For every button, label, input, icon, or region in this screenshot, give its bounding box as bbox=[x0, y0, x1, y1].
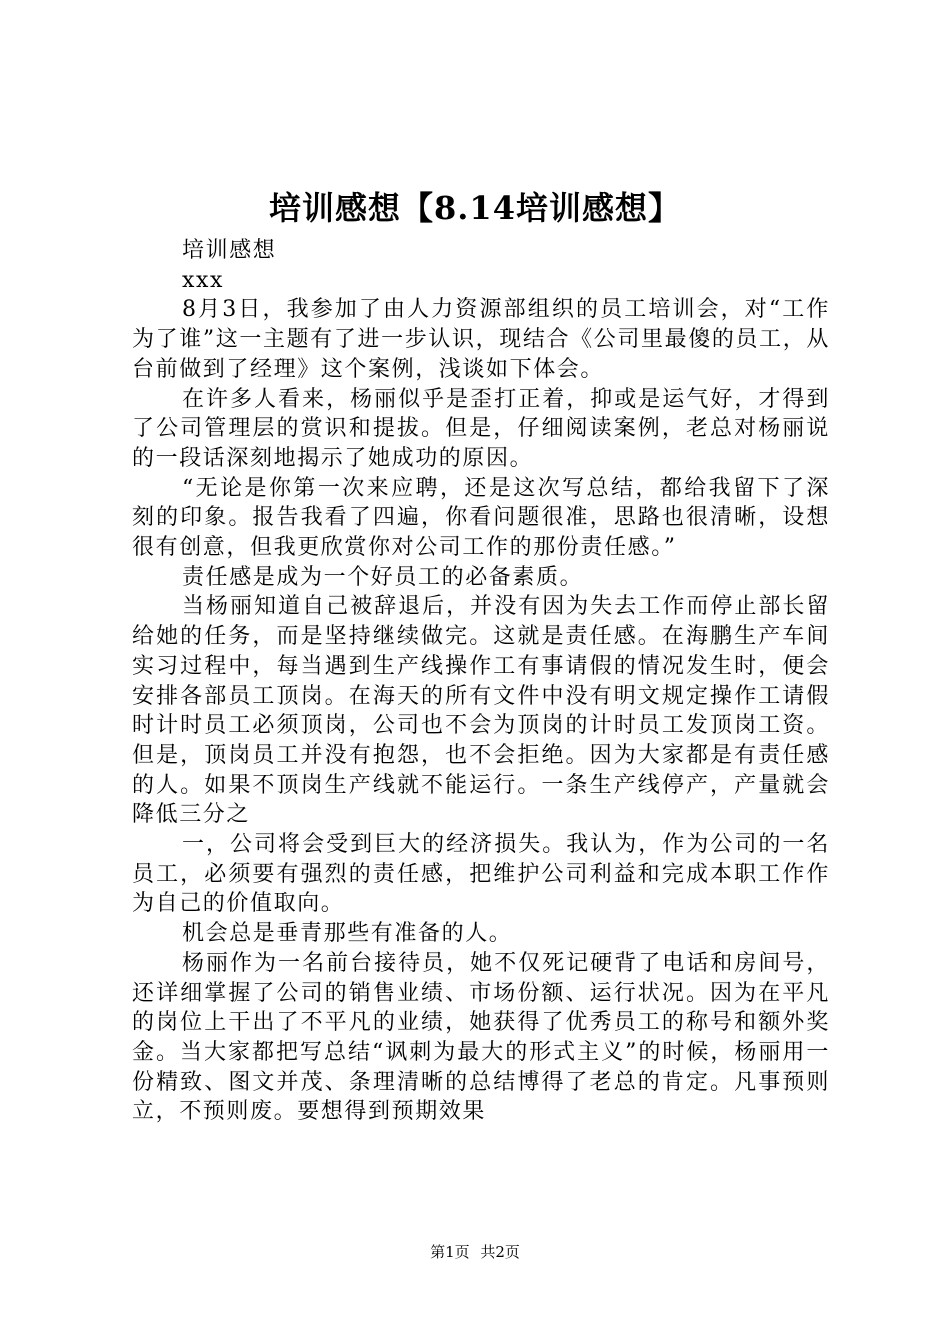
page-number: 第1页 bbox=[430, 1243, 470, 1261]
paragraph: 在许多人看来，杨丽似乎是歪打正着，抑或是运气好，才得到了公司管理层的赏识和提拔。但是，仔细阅读案例，老总对杨丽说的一段话深刻地揭示了她成功的原因。 bbox=[132, 386, 830, 471]
paragraph: 杨丽作为一名前台接待员，她不仅死记硬背了电话和房间号，还详细掌握了公司的销售业绩、市场份额、运行状况。因为在平凡的岗位上干出了不平凡的业绩，她获得了优秀员工的称号和额外奖金。当大家都把写总结“讽刺为最大的形式主义”的时候，杨丽用一份精致、图文并茂、条理清晰的总结博得了老总的肯定。凡事预则立，不预则废。要想得到预期效果 bbox=[132, 950, 830, 1125]
paragraph: 机会总是垂青那些有准备的人。 bbox=[182, 921, 513, 947]
paragraph: 8月3日，我参加了由人力资源部组织的员工培训会，对“工作为了谁”这一主题有了进一步认识，现结合《公司里最傻的员工，从台前做到了经理》这个案例，浅谈如下体会。 bbox=[132, 297, 830, 382]
paragraph-subtitle: 培训感想 bbox=[182, 238, 277, 263]
paragraph-author: xxx bbox=[182, 267, 225, 293]
document-title: 培训感想【8.14培训感想】 bbox=[269, 189, 681, 227]
page-footer bbox=[0, 1242, 950, 1262]
document-body bbox=[132, 236, 830, 1127]
paragraph: 当杨丽知道自己被辞退后，并没有因为失去工作而停止部长留给她的任务，而是坚持继续做完。这就是责任感。在海鹏生产车间实习过程中，每当遇到生产线操作工有事请假的情况发生时，便会安排各部员工顶岗。在海天的所有文件中没有明文规定操作工请假时计时员工必须顶岗，公司也不会为顶岗的计时员工发顶岗工资。但是，顶岗员工并没有抱怨，也不会拒绝。因为大家都是有责任感的人。如果不顶岗生产线就不能运行。一条生产线停产，产量就会降低三分之 bbox=[132, 594, 830, 828]
paragraph: 责任感是成为一个好员工的必备素质。 bbox=[182, 564, 584, 590]
paragraph: 一，公司将会受到巨大的经济损失。我认为，作为公司的一名员工，必须要有强烈的责任感，把维护公司利益和完成本职工作作为自己的价值取向。 bbox=[132, 832, 830, 917]
page-total: 共2页 bbox=[480, 1243, 520, 1261]
paragraph-quote: “无论是你第一次来应聘，还是这次写总结，都给我留下了深刻的印象。报告我看了四遍，你看问题很准，思路也很清晰，设想很有创意，但我更欣赏你对公司工作的那份责任感。” bbox=[132, 475, 830, 561]
